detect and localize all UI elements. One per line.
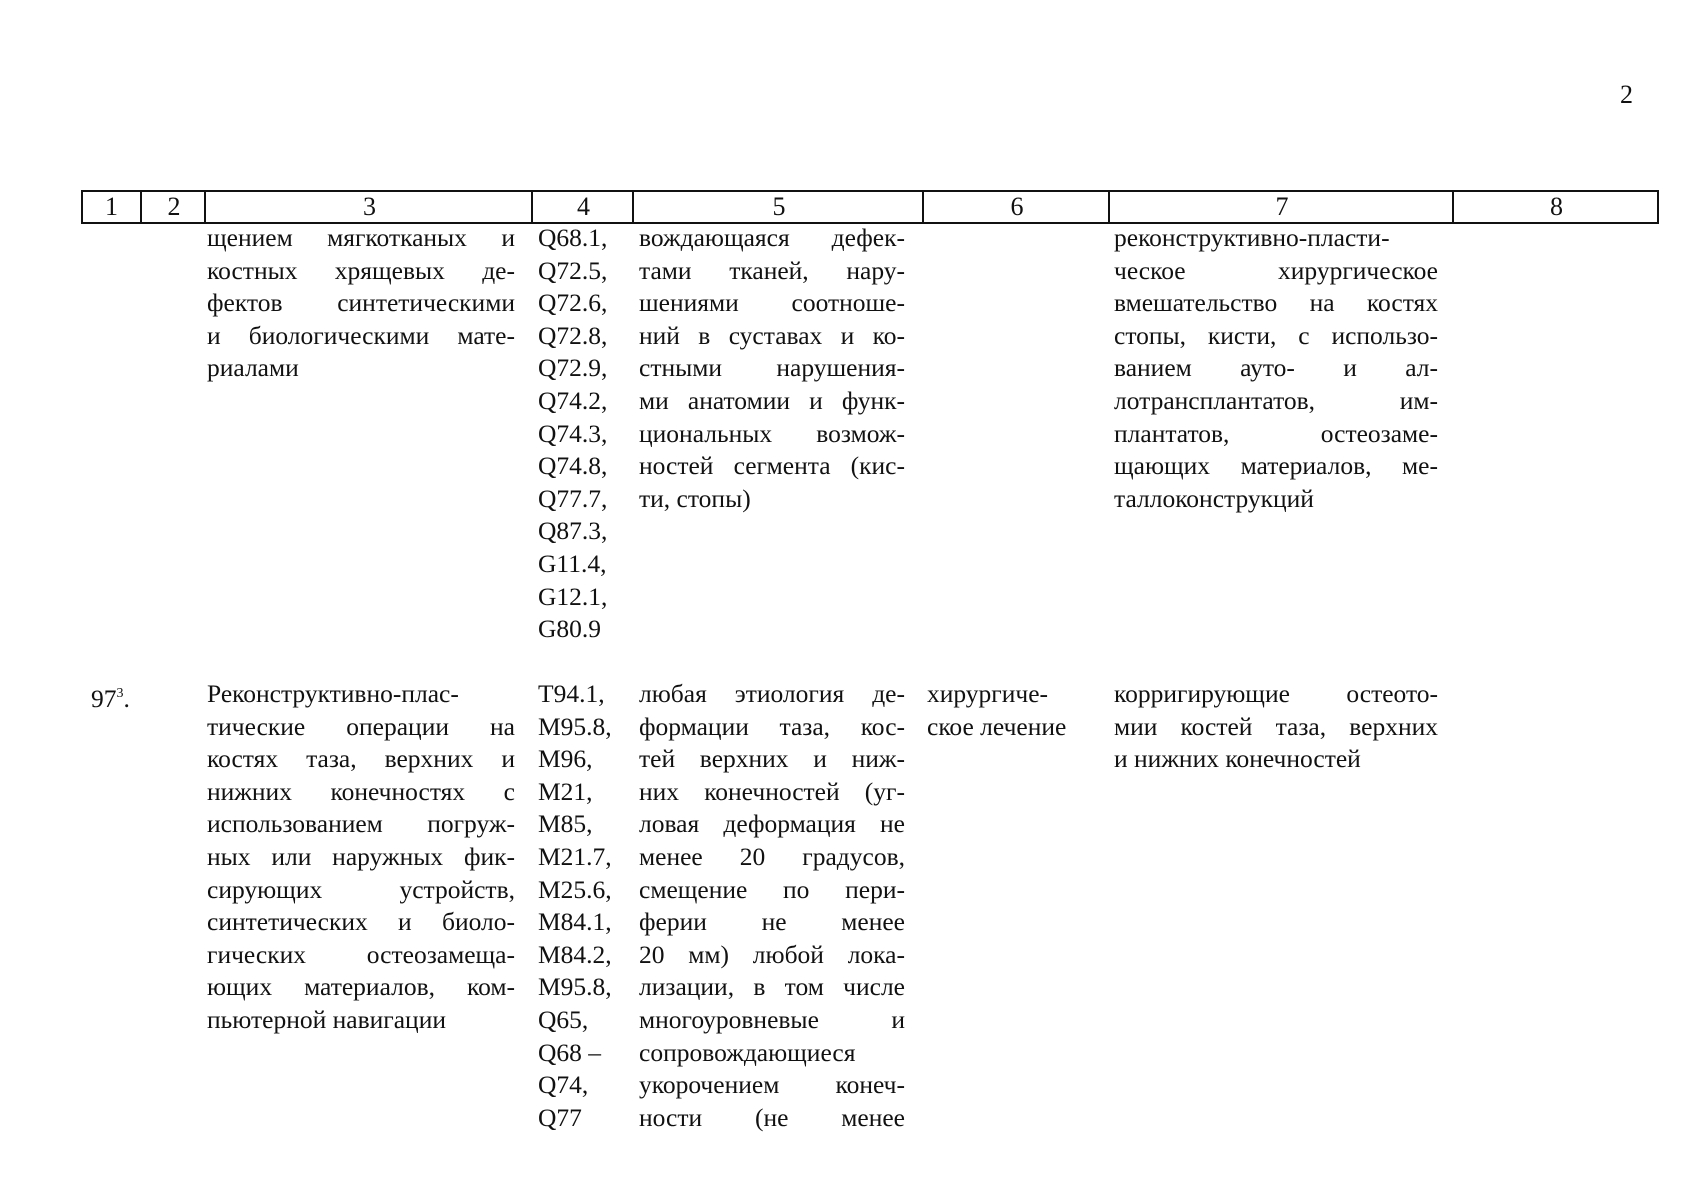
header-col-5: 5 [632,192,924,222]
text-line: Реконструктивно-плас- [207,679,459,708]
code-line: G11.4, [538,548,607,578]
code-line: M85, [538,809,593,839]
code-line: M96, [538,744,593,774]
text-line: костных хрящевых де- [207,255,515,285]
code-line: Q74.8, [538,451,608,481]
text-line: костях таза, верхних и [207,744,515,774]
text-line: гических остеозамеща- [207,939,515,969]
text-line: щающих материалов, ме- [1114,451,1438,481]
text-line: сирующих устройств, [207,874,515,904]
code-line: G80.9 [538,614,602,644]
continuation-method [207,222,515,385]
code-line: Q74.3, [538,418,608,448]
text-line: щением мягкотканых и [207,223,515,252]
code-line: Q72.8, [538,320,608,350]
text-line: стными нарушения- [639,353,905,383]
text-line: пьютерной навигации [207,1004,446,1034]
code-line: Q87.3, [538,516,608,546]
row-number-value: 97 [91,684,117,713]
text-line: ловая деформация не [639,809,905,839]
row-model [639,678,905,1134]
text-line: них конечностей (уг- [639,776,905,806]
text-line: фектов синтетическими [207,288,515,318]
text-line: ти, стопы) [639,483,751,513]
code-line: T94.1, [538,679,605,708]
text-line: ми анатомии и функ- [639,385,905,415]
code-line: M95.8, [538,711,612,741]
row-treatment-type [927,678,1107,743]
text-line: риалами [207,353,299,383]
text-line: таллоконструкций [1114,483,1314,513]
text-line: менее 20 градусов, [639,841,905,871]
code-line: Q68 – [538,1037,602,1067]
text-line: ностей сегмента (кис- [639,451,905,481]
text-line: смещение по пери- [639,874,905,904]
continuation-treatment [1114,222,1438,515]
code-line: Q72.9, [538,353,608,383]
text-line: и нижних конечностей [1114,744,1361,774]
row-number-suffix: . [123,684,130,713]
text-line: вождающаяся дефек- [639,223,905,252]
code-line: Q74, [538,1070,589,1100]
code-line: M21, [538,776,593,806]
text-line: ющих материалов, ком- [207,972,515,1002]
text-line: реконструктивно-пласти- [1114,223,1390,252]
code-line: Q77.7, [538,483,608,513]
code-line: Q72.6, [538,288,608,318]
text-line: тами тканей, нару- [639,255,905,285]
text-line: плантатов, остеозаме- [1114,418,1438,448]
text-line: тические операции на [207,711,515,741]
text-line: использованием погруж- [207,809,515,839]
text-line: ности (не менее [639,1102,905,1132]
text-line: ванием ауто- и ал- [1114,353,1438,383]
page-number: 2 [1620,80,1633,109]
row-treatment [1114,678,1438,776]
code-line: G12.1, [538,581,608,611]
code-line: M95.8, [538,972,612,1002]
text-line: ний в суставах и ко- [639,320,905,350]
text-line: хирургиче- [927,679,1049,708]
text-line: любая этиология де- [639,679,905,708]
text-line: лотрансплантатов, им- [1114,385,1438,415]
text-line: нижних конечностях с [207,776,515,806]
header-col-3: 3 [204,192,533,222]
continuation-model [639,222,905,515]
text-line: ческое хирургическое [1114,255,1438,285]
text-line: ных или наружных фик- [207,841,515,871]
text-line: лизации, в том числе [639,972,905,1002]
code-line: Q65, [538,1004,589,1034]
continuation-codes [538,222,628,646]
code-line: Q77 [538,1102,582,1132]
text-line: тей верхних и ниж- [639,744,905,774]
code-line: M84.2, [538,939,612,969]
text-line: корригирующие остеото- [1114,679,1438,708]
code-line: Q74.2, [538,385,608,415]
text-line: 20 мм) любой лока- [639,939,905,969]
text-line: синтетических и биоло- [207,907,515,937]
row-codes [538,678,628,1134]
text-line: сопровождающиеся [639,1037,856,1067]
header-col-1: 1 [105,192,118,221]
code-line: M84.1, [538,907,612,937]
text-line: циональных возмож- [639,418,905,448]
code-line: M25.6, [538,874,612,904]
row-method [207,678,515,1037]
text-line: вмешательство на костях [1114,288,1438,318]
text-line: шениями соотноше- [639,288,905,318]
text-line: ферии не менее [639,907,905,937]
header-col-6: 6 [922,192,1110,222]
header-col-4: 4 [531,192,634,222]
row-number-superscript: 3 [116,686,124,701]
code-line: Q72.5, [538,255,608,285]
row-number [91,678,171,716]
text-line: многоуровневые и [639,1004,905,1034]
text-line: мии костей таза, верхних [1114,711,1438,741]
text-line: стопы, кисти, с использо- [1114,320,1438,350]
text-line: формации таза, кос- [639,711,905,741]
text-line: и биологическими мате- [207,320,515,350]
header-col-7: 7 [1108,192,1454,222]
text-line: ское лечение [927,711,1067,741]
header-col-2: 2 [140,192,206,222]
code-line: M21.7, [538,841,612,871]
text-line: укорочением конеч- [639,1070,905,1100]
header-col-8: 8 [1452,192,1659,222]
code-line: Q68.1, [538,223,608,252]
table-header-row [81,190,1659,224]
